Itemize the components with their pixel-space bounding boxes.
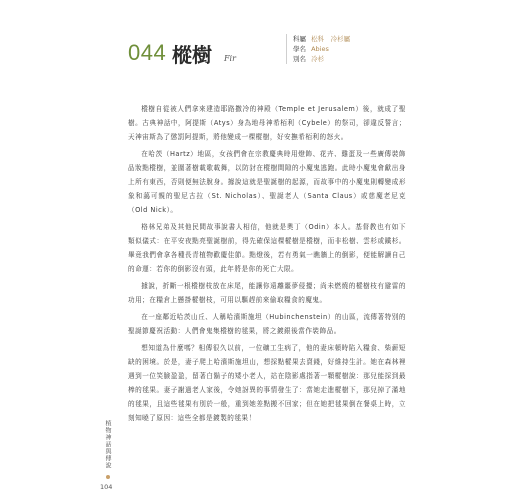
taxonomy-key: 別名 [293,55,306,63]
decorative-dot [106,475,110,479]
taxonomy-box [286,34,413,64]
entry-title: 樅樹 [172,43,212,67]
body-paragraph: 想知道為什麼嗎？相傳很久以前，一位礦工生病了，他的妻床頓時陷入糧食、柴薪短缺的困境。於是，妻子爬上哈濱斯施坦山，想採點樅果去賣錢，好維持生計。她在森林裡遇到一位笑臉盈盈，留著白鬍子的矮小老人，站在陰影處指著一顆樅樹說：那兒能採到最棒的毬果。妻子謝過老人家後，令她訝異的事情發生了：當她走進樅樹下，那兒掉了滿地的毬果，且這些毬果有別於一般，重到她差點搬不回家；但在她把毬果倒在餐桌上時，立刻知曉了原因：這些全都是鍍製的毬果！ [128,344,406,422]
entry-latin-name: Fir [224,54,236,63]
taxonomy-scientific-row [293,44,413,54]
taxonomy-value: Abies [311,45,329,53]
body-paragraph: 在哈茨（Hartz）地區，女孩們會在宗教慶典時用燈飾、花卉、雞蛋及一些廣傳裝飾品妝點樅樹，並圍著樹載歌載舞，以防豺在樅樹間隙的小魔鬼逃跑。此時小魔鬼會獻出身上所有東西，否則便無法脫身。據說這就是聖誕樹的起源，而故事中的小魔鬼則轉變成形象和藹可親的聖尼古拉（St. Nicholas）、聖誕老人（Santa Claus）或慈魔老尼克（Old Nick）。 [128,150,406,214]
body-paragraph: 在一座鄰近哈茨山丘、人稱哈濱斯施坦（Hubinchenstein）的山區，流傳著特別的聖誕節慶祝活動：人們會鬼集樅樹的毬果，將之鍍銀後當作裝飾品。 [128,313,406,335]
taxonomy-alias-row [293,54,413,64]
entry-number: 044 [128,40,167,65]
body-paragraph: 據說，折斷一根樅樹枝放在床尾，能讓你遠離噩夢侵擾；尚未燃燒的樅樹枝有避雷的功用；在糧倉上懸掛樅樹枝，可用以驅趕前來偷取糧食的魔鬼。 [128,282,406,304]
body-paragraph: 樅樹自從被人們拿來建造耶路撒冷的神殿（Temple et Jerusalem）後，就成了聖樹。古典神話中，阿提斯（Atys）身為地母神希栢利（Cybele）的祭司，卻違反誓言；天神宙斯為了懲罰阿提斯，將他變成一棵樅樹，好安撫希栢利的怒火。 [128,105,406,141]
taxonomy-value: 松科 冷杉屬 [311,35,351,43]
taxonomy-family-row [293,34,413,44]
taxonomy-value: 冷杉 [311,55,325,63]
taxonomy-key: 學名 [293,45,306,53]
book-title-side-label: 植物神話與傳說 [104,420,111,469]
body-paragraph: 格林兄弟及其他民間故事說書人相信，他就是奧丁（Odin）本人。基督教也有如下類似儀式：在平安夜點亮聖誕樹前，得先確保這棵樅樹是樅樹，而非松樹、雲杉或鐵杉。畢竟我們會拿各種長青植物歡慶佳節。點燈後，若有勇氣一瞧牆上的倒影，便能解讀自己的命運：若你的倒影沒有頭，此年將是你的死亡大限。 [128,223,406,273]
page-number: 104 [100,483,113,491]
taxonomy-key: 科屬 [293,35,306,43]
article-body [128,102,406,428]
